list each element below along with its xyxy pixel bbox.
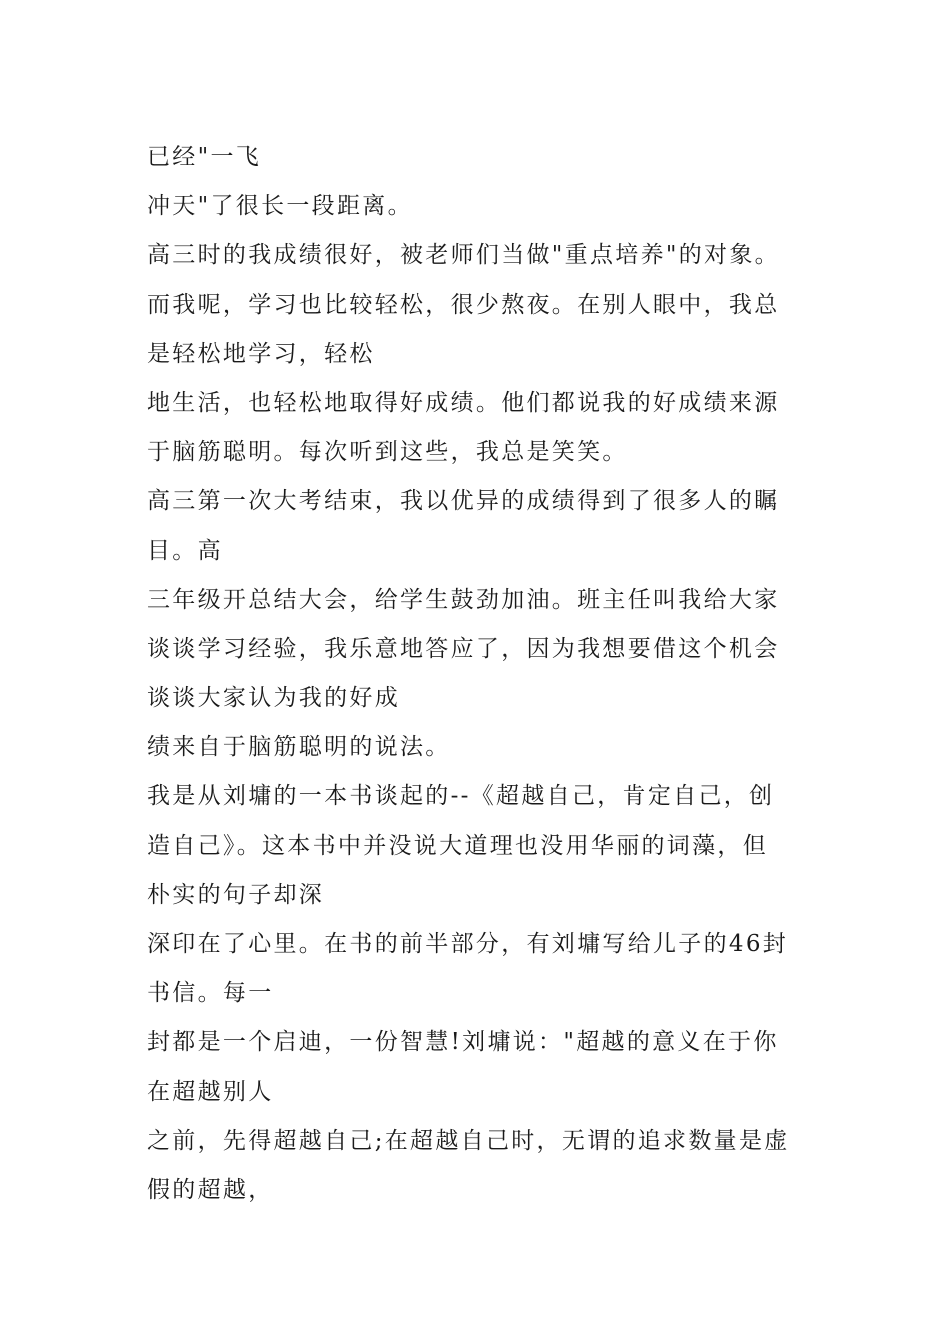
- text-line: 在超越别人: [147, 1078, 274, 1105]
- text-line: 朴实的句子却深: [147, 881, 325, 908]
- text-line: 绩来自于脑筋聪明的说法。: [147, 734, 451, 761]
- document-text: [147, 133, 812, 1215]
- text-line: 谈谈学习经验，我乐意地答应了，因为我想要借这个机会: [147, 635, 780, 662]
- text-line: 我是从刘墉的一本书谈起的--《超越自己，肯定自己，创: [147, 783, 775, 810]
- text-line: 是轻松地学习，轻松: [147, 340, 375, 367]
- text-line: 于脑筋聪明。每次听到这些，我总是笑笑。: [147, 439, 628, 466]
- text-line: 三年级开总结大会，给学生鼓劲加油。班主任叫我给大家: [147, 586, 780, 613]
- text-line: 假的超越，: [147, 1176, 274, 1203]
- text-line: 目。高: [147, 537, 223, 564]
- text-line: 冲天"了很长一段距离。: [147, 193, 413, 220]
- text-line: 深印在了心里。在书的前半部分，有刘墉写给儿子的46封: [147, 931, 789, 957]
- text-line: 书信。每一: [147, 980, 274, 1007]
- text-line: 封都是一个启迪，一份智慧!刘墉说："超越的意义在于你: [147, 1029, 779, 1056]
- text-line: 而我呢，学习也比较轻松，很少熬夜。在别人眼中，我总: [147, 291, 780, 318]
- text-line: 高三时的我成绩很好，被老师们当做"重点培养"的对象。: [147, 242, 780, 269]
- text-line: 已经"一飞: [147, 144, 262, 170]
- text-line: 高三第一次大考结束，我以优异的成绩得到了很多人的瞩: [147, 488, 780, 515]
- text-line: 谈谈大家认为我的好成: [147, 685, 400, 712]
- text-line: 之前，先得超越自己;在超越自己时，无谓的追求数量是虚: [147, 1127, 790, 1154]
- text-line: 地生活，也轻松地取得好成绩。他们都说我的好成绩来源: [147, 389, 780, 416]
- text-line: 造自己》。这本书中并没说大道理也没用华丽的词藻，但: [147, 832, 768, 859]
